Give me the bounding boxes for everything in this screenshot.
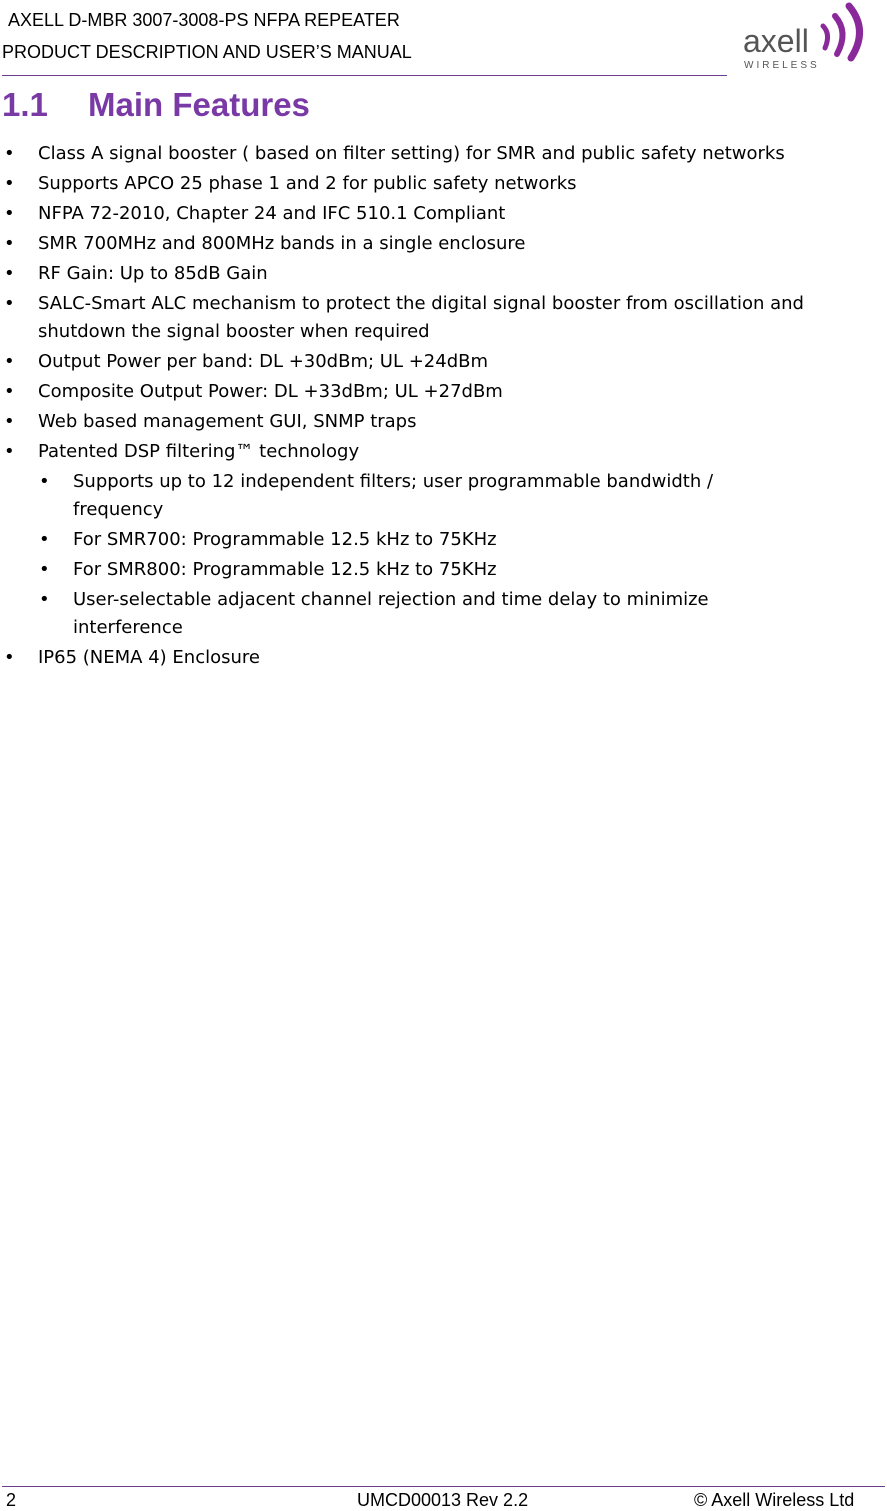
feature-text: Composite Output Power: DL +33dBm; UL +27dBm <box>38 381 503 402</box>
bullet-icon: • <box>4 381 15 402</box>
feature-text: SALC-Smart ALC mechanism to protect the digital signal booster from oscillation and shutdown the signal booster when required <box>38 293 804 342</box>
bullet-icon: • <box>39 471 50 492</box>
feature-item <box>0 140 887 168</box>
logo-arc-inner <box>823 26 828 48</box>
feature-item <box>0 408 887 436</box>
footer-document-id: UMCD00013 Rev 2.2 <box>357 1490 529 1510</box>
feature-item <box>0 260 887 288</box>
logo-arc-outer <box>849 6 860 58</box>
feature-text: IP65 (NEMA 4) Enclosure <box>38 647 260 668</box>
bullet-icon: • <box>4 173 15 194</box>
logo-tagline: WIRELESS <box>744 60 820 71</box>
section-title: Main Features <box>88 86 310 123</box>
bullet-icon: • <box>4 143 15 164</box>
feature-list <box>0 140 887 674</box>
bullet-icon: • <box>39 589 50 610</box>
feature-item <box>0 200 887 228</box>
sub-feature-item <box>0 586 887 642</box>
sub-feature-item <box>0 468 887 524</box>
feature-text: For SMR800: Programmable 12.5 kHz to 75KHz <box>73 559 497 580</box>
axell-wireless-logo-icon <box>735 0 875 74</box>
bullet-icon: • <box>4 263 15 284</box>
feature-text: Output Power per band: DL +30dBm; UL +24dBm <box>38 351 488 372</box>
section-heading <box>2 86 310 124</box>
section-number: 1.1 <box>2 86 48 123</box>
header-title-line-1: AXELL D-MBR 3007-3008-PS NFPA REPEATER <box>8 10 400 30</box>
bullet-icon: • <box>4 293 15 314</box>
header-title-line-2: PRODUCT DESCRIPTION AND USER’S MANUAL <box>2 42 412 62</box>
feature-text: Patented DSP filtering™ technology <box>38 441 360 462</box>
footer-divider <box>2 1486 885 1487</box>
bullet-icon: • <box>4 233 15 254</box>
feature-item <box>0 230 887 258</box>
feature-text: Supports APCO 25 phase 1 and 2 for public safety networks <box>38 173 577 194</box>
bullet-icon: • <box>4 411 15 432</box>
feature-text: NFPA 72-2010, Chapter 24 and IFC 510.1 Compliant <box>38 203 506 224</box>
feature-text: For SMR700: Programmable 12.5 kHz to 75KHz <box>73 529 497 550</box>
feature-text: Class A signal booster ( based on filter setting) for SMR and public safety networks <box>38 143 785 164</box>
bullet-icon: • <box>4 203 15 224</box>
footer-page-number: 2 <box>6 1490 17 1510</box>
header-divider <box>2 75 727 76</box>
logo-arc-middle <box>835 16 843 54</box>
bullet-icon: • <box>4 647 15 668</box>
feature-item <box>0 644 887 672</box>
logo-wordmark: axell <box>743 23 809 59</box>
feature-item <box>0 378 887 406</box>
feature-text: Web based management GUI, SNMP traps <box>38 411 417 432</box>
feature-text: User-selectable adjacent channel rejection and time delay to minimize interference <box>73 589 709 638</box>
bullet-icon: • <box>39 529 50 550</box>
feature-item <box>0 438 887 466</box>
feature-item <box>0 348 887 376</box>
sub-feature-item <box>0 526 887 554</box>
bullet-icon: • <box>4 351 15 372</box>
footer-copyright: © Axell Wireless Ltd <box>694 1490 855 1510</box>
sub-feature-item <box>0 556 887 584</box>
feature-item <box>0 290 887 346</box>
feature-text: RF Gain: Up to 85dB Gain <box>38 263 268 284</box>
bullet-icon: • <box>4 441 15 462</box>
axell-wireless-logo <box>735 0 875 74</box>
feature-text: SMR 700MHz and 800MHz bands in a single enclosure <box>38 233 526 254</box>
feature-item <box>0 170 887 198</box>
bullet-icon: • <box>39 559 50 580</box>
feature-text: Supports up to 12 independent filters; user programmable bandwidth / frequency <box>73 471 714 520</box>
